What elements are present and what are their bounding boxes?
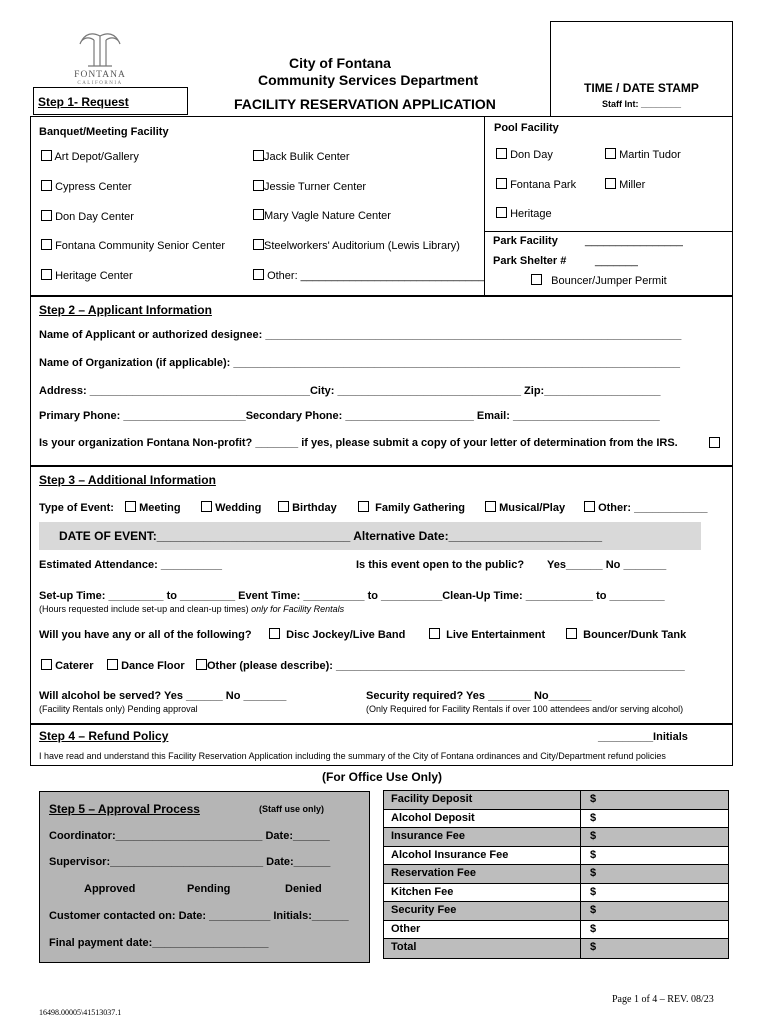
refund-initials-field[interactable]: _________Initials (598, 731, 688, 743)
following-question: Will you have any or all of the following? (39, 629, 252, 641)
facility-option[interactable]: Jessie Turner Center (253, 180, 366, 193)
checkbox[interactable] (41, 180, 52, 191)
coordinator-field[interactable]: Coordinator:________________________ Date:______ (49, 830, 330, 842)
fee-row: Insurance Fee $ (384, 828, 728, 847)
pool-option[interactable]: Fontana Park (496, 178, 576, 191)
checkbox[interactable] (358, 501, 369, 512)
logo-name: FONTANA (74, 70, 126, 80)
checkbox[interactable] (41, 659, 52, 670)
checkbox[interactable] (278, 501, 289, 512)
checkbox[interactable] (253, 269, 264, 280)
open-public-yes-no[interactable]: Yes______ No _______ (547, 559, 667, 571)
event-type-option[interactable]: Musical/Play (485, 501, 565, 514)
event-type-option[interactable]: Other: ____________ (584, 501, 708, 514)
security-note: (Only Required for Facility Rentals if over 100 attendees and/or serving alcohol) (366, 704, 684, 714)
staff-only-note: (Staff use only) (259, 804, 325, 814)
date-of-event-field[interactable]: DATE OF EVENT:_____________________________ Alternative Date:_______________________ (59, 529, 603, 543)
pool-option[interactable]: Miller (605, 178, 645, 191)
final-payment-field[interactable]: Final payment date:___________________ (49, 937, 269, 949)
checkbox[interactable] (201, 501, 212, 512)
event-type-option[interactable]: Birthday (278, 501, 337, 514)
applicant-section (30, 296, 733, 466)
applicant-name-field[interactable]: Name of Applicant or authorized designee: ____________________________________________________________________ (39, 329, 682, 341)
checkbox[interactable] (41, 210, 52, 221)
security-field[interactable]: Security required? Yes _______ No_______ (366, 690, 592, 702)
checkbox[interactable] (496, 178, 507, 189)
fee-row: Reservation Fee $ (384, 865, 728, 884)
stamp-title: TIME / DATE STAMP (584, 81, 699, 95)
fees-table (383, 790, 729, 959)
facility-option[interactable]: Don Day Center (41, 210, 134, 223)
step3-title: Step 3 – Additional Information (39, 473, 216, 487)
palm-tree-icon (68, 30, 132, 70)
park-facility-label: Park Facility (493, 235, 558, 247)
banquet-heading: Banquet/Meeting Facility (39, 126, 169, 138)
event-type-option[interactable]: Family Gathering (358, 501, 465, 514)
form-title: FACILITY RESERVATION APPLICATION (234, 96, 496, 112)
fee-row: Alcohol Insurance Fee $ (384, 847, 728, 866)
times-note: (Hours requested include set-up and clean-up times) only for Facility Rentals (39, 604, 345, 614)
fontana-logo (68, 30, 132, 88)
facility-option[interactable]: Cypress Center (41, 180, 131, 193)
other-describe-option[interactable]: Other (please describe): _________________________________________________________ (196, 659, 685, 672)
park-shelter-label: Park Shelter # (493, 255, 567, 267)
park-facility-field[interactable]: ________________ (585, 235, 683, 247)
checkbox[interactable] (485, 501, 496, 512)
event-type-option[interactable]: Meeting (125, 501, 181, 514)
status-pending[interactable]: Pending (187, 883, 231, 895)
step2-title: Step 2 – Applicant Information (39, 303, 212, 317)
facility-option-other[interactable]: Other: ______________________________ (253, 269, 484, 282)
status-approved[interactable]: Approved (84, 883, 136, 895)
city-name: City of Fontana (289, 55, 391, 71)
step5-title: Step 5 – Approval Process (49, 802, 200, 816)
facility-option[interactable]: Mary Vagle Nature Center (253, 209, 391, 222)
checkbox[interactable] (253, 239, 264, 250)
live-entertainment-option[interactable]: Live Entertainment (429, 628, 545, 641)
facility-section (30, 116, 733, 296)
customer-contacted-field[interactable]: Customer contacted on: Date: __________ Initials:______ (49, 910, 349, 922)
logo-sub: CALIFORNIA (77, 81, 123, 86)
nonprofit-checkbox[interactable] (709, 437, 720, 448)
page-number: Page 1 of 4 – REV. 08/23 (612, 994, 714, 1005)
caterer-option[interactable]: Caterer (41, 659, 94, 672)
checkbox[interactable] (125, 501, 136, 512)
dance-floor-option[interactable]: Dance Floor (107, 659, 185, 672)
checkbox[interactable] (41, 239, 52, 250)
fee-row-total: Total $ (384, 939, 728, 958)
pool-heading: Pool Facility (494, 122, 559, 134)
step1-box (33, 87, 188, 115)
department-name: Community Services Department (258, 72, 479, 88)
fee-row: Kitchen Fee $ (384, 884, 728, 903)
pool-option[interactable]: Martin Tudor (605, 148, 681, 161)
additional-info-section (30, 466, 733, 724)
fee-row: Other $ (384, 921, 728, 940)
facility-option[interactable]: Fontana Community Senior Center (41, 239, 225, 252)
checkbox[interactable] (584, 501, 595, 512)
document-id: 16498.00005\41513037.1 (39, 1008, 122, 1017)
supervisor-field[interactable]: Supervisor:_________________________ Date:______ (49, 856, 331, 868)
checkbox[interactable] (196, 659, 207, 670)
facility-option[interactable]: Art Depot/Gallery (41, 150, 139, 163)
pool-option[interactable]: Heritage (496, 207, 552, 220)
facility-option[interactable]: Jack Bulik Center (253, 150, 350, 163)
office-use-heading: (For Office Use Only) (322, 770, 443, 784)
organization-name-field[interactable]: Name of Organization (if applicable): _________________________________________________________________________ (39, 357, 680, 369)
facility-option[interactable]: Steelworkers' Auditorium (Lewis Library) (253, 239, 460, 252)
fee-row: Alcohol Deposit $ (384, 810, 728, 829)
pool-option[interactable]: Don Day (496, 148, 553, 161)
event-type-label: Type of Event: (39, 502, 114, 514)
staff-initials: Staff Int: ________ (601, 99, 682, 109)
refund-statement: I have read and understand this Facility Reservation Application including the summary of the City of Fontana ordinances and City/Department refund policies (39, 751, 666, 761)
park-shelter-field[interactable]: _______ (595, 255, 638, 267)
open-public-question: Is this event open to the public? (356, 559, 525, 571)
nonprofit-question: Is your organization Fontana Non-profit? _______ if yes, please submit a copy of your letter of determination from the IRS. (39, 437, 678, 449)
dj-option[interactable]: Disc Jockey/Live Band (269, 628, 405, 641)
checkbox[interactable] (605, 178, 616, 189)
alcohol-note: (Facility Rentals only) Pending approval (39, 704, 198, 714)
address-field[interactable]: Address: ____________________________________City: ______________________________ Zip:___________________ (39, 385, 661, 397)
checkbox[interactable] (41, 269, 52, 280)
checkbox[interactable] (496, 148, 507, 159)
fee-row: Security Fee $ (384, 902, 728, 921)
alcohol-field[interactable]: Will alcohol be served? Yes ______ No _______ (39, 690, 287, 702)
approval-process-box (39, 791, 370, 963)
attendance-field[interactable]: Estimated Attendance: __________ (39, 559, 223, 571)
bouncer-dunk-option[interactable]: Bouncer/Dunk Tank (566, 628, 686, 641)
event-type-option[interactable]: Wedding (201, 501, 261, 514)
fee-row: Facility Deposit $ (384, 791, 728, 810)
date-of-event-band (39, 522, 701, 550)
checkbox[interactable] (269, 628, 280, 639)
refund-section (30, 724, 733, 766)
step1-label: Step 1- Request (38, 95, 129, 109)
checkbox[interactable] (531, 274, 542, 285)
checkbox[interactable] (253, 209, 264, 220)
time-date-stamp-box (550, 21, 733, 117)
checkbox[interactable] (107, 659, 118, 670)
checkbox[interactable] (253, 150, 264, 161)
checkbox[interactable] (496, 207, 507, 218)
checkbox[interactable] (605, 148, 616, 159)
step4-title: Step 4 – Refund Policy (39, 729, 169, 743)
checkbox[interactable] (429, 628, 440, 639)
facility-option[interactable]: Heritage Center (41, 269, 133, 282)
checkbox[interactable] (566, 628, 577, 639)
checkbox[interactable] (41, 150, 52, 161)
bouncer-permit-option[interactable]: Bouncer/Jumper Permit (531, 274, 667, 287)
checkbox[interactable] (253, 180, 264, 191)
phone-email-field[interactable]: Primary Phone: ____________________Secondary Phone: _____________________ Email: ________________________ (39, 410, 660, 422)
times-field[interactable]: Set-up Time: _________ to _________ Event Time: __________ to __________Clean-Up Time: ___________ to _________ (39, 590, 665, 602)
status-denied[interactable]: Denied (285, 883, 322, 895)
